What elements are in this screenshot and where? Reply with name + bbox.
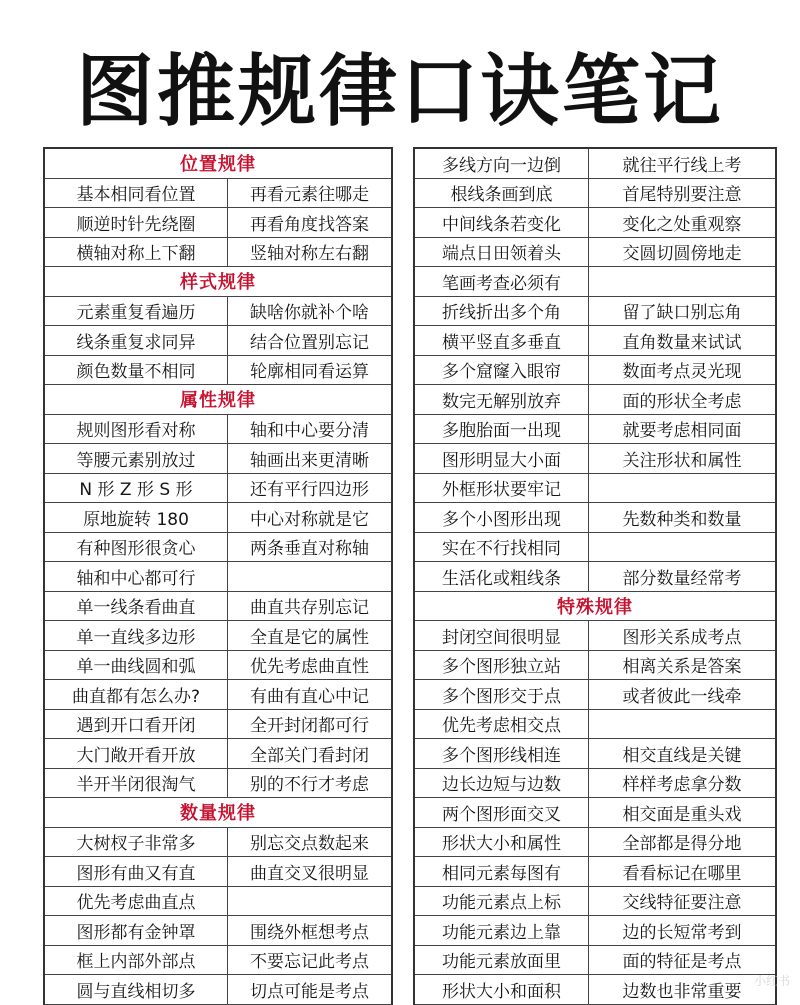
table-row [45, 179, 391, 209]
rule-line-second: 轴和中心要分清 [250, 421, 369, 442]
rule-line-second: 有曲有直心中记 [250, 686, 369, 707]
table-row [415, 533, 775, 563]
rule-line-first: 大门敞开看开放 [45, 739, 228, 768]
rule-line-second: 相交面是重头戏 [622, 804, 742, 825]
table-row [415, 238, 775, 268]
table-row [415, 887, 775, 917]
rule-line-first: 多个图形交于点 [415, 680, 589, 709]
rule-line-first: 实在不行找相同 [415, 533, 589, 562]
table-row [415, 356, 775, 386]
rule-line-second: 面的特征是考点 [622, 952, 742, 973]
rule-line-second: 图形关系成考点 [622, 627, 742, 648]
table-row [415, 208, 775, 238]
rule-line-second: 切点可能是考点 [250, 981, 369, 1002]
rule-line-first: 大树杈子非常多 [45, 828, 228, 857]
rule-line-first: 折线折出多个角 [415, 297, 589, 326]
section-heading: 位置规律 [45, 149, 391, 179]
rule-line-second [589, 474, 775, 503]
table-row [45, 975, 391, 1005]
table-row [415, 946, 775, 976]
table-row [45, 208, 391, 238]
table-row [415, 739, 775, 769]
table-row [45, 474, 391, 504]
rule-line-second: 样样考虑拿分数 [622, 775, 742, 796]
rule-line-first: 优先考虑曲直点 [45, 887, 228, 916]
table-row [45, 710, 391, 740]
rule-line-second: 缺啥你就补个啥 [250, 303, 369, 324]
rule-line-first: 框上内部外部点 [45, 946, 228, 975]
rule-line-second: 再看角度找答案 [250, 214, 369, 235]
rule-line-first: 多个图形独立站 [415, 651, 589, 680]
table-row [45, 356, 391, 386]
rule-line-second: 全部关门看封闭 [250, 745, 369, 766]
rule-line-first: 横平竖直多垂直 [415, 326, 589, 355]
rule-line-first: 相同元素每图有 [415, 857, 589, 886]
rule-line-first: 有种图形很贪心 [45, 533, 228, 562]
section-heading: 数量规律 [45, 798, 391, 828]
table-row [415, 857, 775, 887]
table-row [45, 651, 391, 681]
table-row [45, 769, 391, 799]
rule-line-first: 颜色数量不相同 [45, 356, 228, 385]
table-row [45, 297, 391, 327]
table-row [415, 916, 775, 946]
rule-line-first: 边长边短与边数 [415, 769, 589, 798]
rule-line-second: 曲直共存别忘记 [250, 598, 369, 619]
rule-line-second: 先数种类和数量 [622, 509, 742, 530]
rule-line-second: 全直是它的属性 [250, 627, 369, 648]
table-row [45, 857, 391, 887]
section-heading: 样式规律 [45, 267, 391, 297]
table-row [45, 680, 391, 710]
table-row [415, 297, 775, 327]
section-heading: 属性规律 [45, 385, 391, 415]
rule-line-first: 功能元素点上标 [415, 887, 589, 916]
table-row [415, 149, 775, 179]
rule-line-second: 或者彼此一线牵 [622, 686, 742, 707]
table-row [45, 887, 391, 917]
table-row [415, 385, 775, 415]
rule-line-first: 基本相同看位置 [45, 179, 228, 208]
rule-line-first: 端点日田领着头 [415, 238, 589, 267]
table-row [415, 326, 775, 356]
rule-line-second: 留了缺口别忘角 [622, 303, 742, 324]
rule-line-first: 中间线条若变化 [415, 208, 589, 237]
rule-line-first: 元素重复看遍历 [45, 297, 228, 326]
rule-line-second: 全部都是得分地 [622, 834, 742, 855]
table-row [415, 474, 775, 504]
rule-line-first: 笔画考查必须有 [415, 267, 589, 296]
rule-line-second [589, 710, 775, 739]
rule-line-first: 外框形状要牢记 [415, 474, 589, 503]
watermark: 小红书 [753, 974, 790, 988]
rule-line-second: 就往平行线上考 [622, 155, 742, 176]
rule-line-second: 别的不行才考虑 [250, 775, 369, 796]
rule-line-second: 两条垂直对称轴 [250, 539, 369, 560]
table-row [45, 946, 391, 976]
rule-line-second: 变化之处重观察 [622, 214, 742, 235]
rule-line-second: 相离关系是答案 [622, 657, 742, 678]
rule-line-second: 优先考虑曲直性 [250, 657, 369, 678]
rule-line-second: 边的长短常考到 [622, 922, 742, 943]
rule-line-first: 图形明显大小面 [415, 444, 589, 473]
rule-line-first: 单一直线多边形 [45, 621, 228, 650]
right-rule-table [413, 147, 777, 1005]
table-row [45, 621, 391, 651]
rule-line-second: 结合位置别忘记 [250, 332, 369, 353]
table-row [415, 680, 775, 710]
rule-line-first: 多线方向一边倒 [415, 149, 589, 178]
table-row [415, 769, 775, 799]
rule-line-second: 直角数量来试试 [622, 332, 742, 353]
page-title: 图推规律口诀笔记 [75, 47, 724, 137]
rule-line-second [589, 267, 775, 296]
rule-line-first: 功能元素边上靠 [415, 916, 589, 945]
rule-line-first: 曲直都有怎么办? [45, 680, 228, 709]
table-row [45, 503, 391, 533]
rule-line-second: 竖轴对称左右翻 [250, 244, 369, 265]
rule-line-first: 横轴对称上下翻 [45, 238, 228, 267]
rule-line-first: 形状大小和属性 [415, 828, 589, 857]
table-row [415, 444, 775, 474]
rule-line-first: 数完无解别放弃 [415, 385, 589, 414]
rule-line-second: 相交直线是关键 [622, 745, 742, 766]
table-row [415, 710, 775, 740]
rule-line-first: 轴和中心都可行 [45, 562, 228, 591]
rule-line-first: 遇到开口看开闭 [45, 710, 228, 739]
rule-line-second: 关注形状和属性 [622, 450, 742, 471]
table-row [415, 651, 775, 681]
left-rule-table [43, 147, 393, 1005]
rule-line-first: 图形有曲又有直 [45, 857, 228, 886]
table-row [415, 562, 775, 592]
rule-line-second: 边数也非常重要 [622, 981, 742, 1002]
table-row [45, 739, 391, 769]
rule-line-second: 数面考点灵光现 [622, 362, 742, 383]
rule-line-second: 交线特征要注意 [622, 893, 742, 914]
rule-line-second: 轴画出来更清晰 [250, 450, 369, 471]
rule-line-first: 优先考虑相交点 [415, 710, 589, 739]
table-row [45, 326, 391, 356]
rule-line-first: 封闭空间很明显 [415, 621, 589, 650]
rule-line-first: 半开半闭很淘气 [45, 769, 228, 798]
rule-line-second: 面的形状全考虑 [622, 391, 742, 412]
rule-line-second: 部分数量经常考 [622, 568, 742, 589]
table-row [415, 179, 775, 209]
table-row [45, 828, 391, 858]
rule-line-second: 看看标记在哪里 [622, 863, 742, 884]
table-row [415, 798, 775, 828]
rule-line-second [228, 887, 391, 916]
rule-line-second: 曲直交叉很明显 [250, 863, 369, 884]
rule-line-first: 单一线条看曲直 [45, 592, 228, 621]
rule-line-first: 多个图形线相连 [415, 739, 589, 768]
rule-line-first: 形状大小和面积 [415, 975, 589, 1004]
rule-line-first: 顺逆时针先绕圈 [45, 208, 228, 237]
table-row [45, 238, 391, 268]
rule-line-second: 交圆切圆傍地走 [622, 244, 742, 265]
table-row [45, 562, 391, 592]
rule-line-first: 圆与直线相切多 [45, 975, 228, 1004]
rule-line-first: N 形 Z 形 S 形 [45, 474, 228, 503]
rule-line-second [228, 562, 391, 591]
rule-line-second [589, 533, 775, 562]
rule-line-second: 不要忘记此考点 [250, 952, 369, 973]
rule-line-first: 规则图形看对称 [45, 415, 228, 444]
table-row [45, 415, 391, 445]
rule-line-first: 根线条画到底 [415, 179, 589, 208]
rule-line-second: 中心对称就是它 [250, 509, 369, 530]
rule-line-second: 围绕外框想考点 [250, 922, 369, 943]
table-row [415, 267, 775, 297]
rule-line-second: 还有平行四边形 [250, 480, 369, 501]
table-row [415, 828, 775, 858]
table-row [415, 415, 775, 445]
table-row [45, 592, 391, 622]
rule-line-second: 首尾特别要注意 [622, 185, 742, 206]
table-row [45, 916, 391, 946]
rule-line-first: 两个图形面交叉 [415, 798, 589, 827]
table-row [415, 621, 775, 651]
table-row [415, 975, 775, 1005]
rule-line-second: 再看元素往哪走 [250, 185, 369, 206]
rule-line-first: 图形都有金钟罩 [45, 916, 228, 945]
rule-line-first: 多个小图形出现 [415, 503, 589, 532]
rule-line-second: 别忘交点数起来 [250, 834, 369, 855]
table-row [45, 533, 391, 563]
rule-line-first: 原地旋转 180 [45, 503, 228, 532]
rule-line-first: 单一曲线圆和弧 [45, 651, 228, 680]
rule-line-first: 多胞胎面一出现 [415, 415, 589, 444]
table-row [415, 503, 775, 533]
table-row [45, 444, 391, 474]
rule-line-first: 多个窟窿入眼帘 [415, 356, 589, 385]
section-heading: 特殊规律 [415, 592, 775, 622]
rule-line-first: 功能元素放面里 [415, 946, 589, 975]
rule-line-first: 生活化或粗线条 [415, 562, 589, 591]
rule-line-second: 就要考虑相同面 [622, 421, 742, 442]
rule-line-second: 轮廓相同看运算 [250, 362, 369, 383]
rule-line-first: 等腰元素别放过 [45, 444, 228, 473]
rule-line-second: 全开封闭都可行 [250, 716, 369, 737]
rule-line-first: 线条重复求同异 [45, 326, 228, 355]
